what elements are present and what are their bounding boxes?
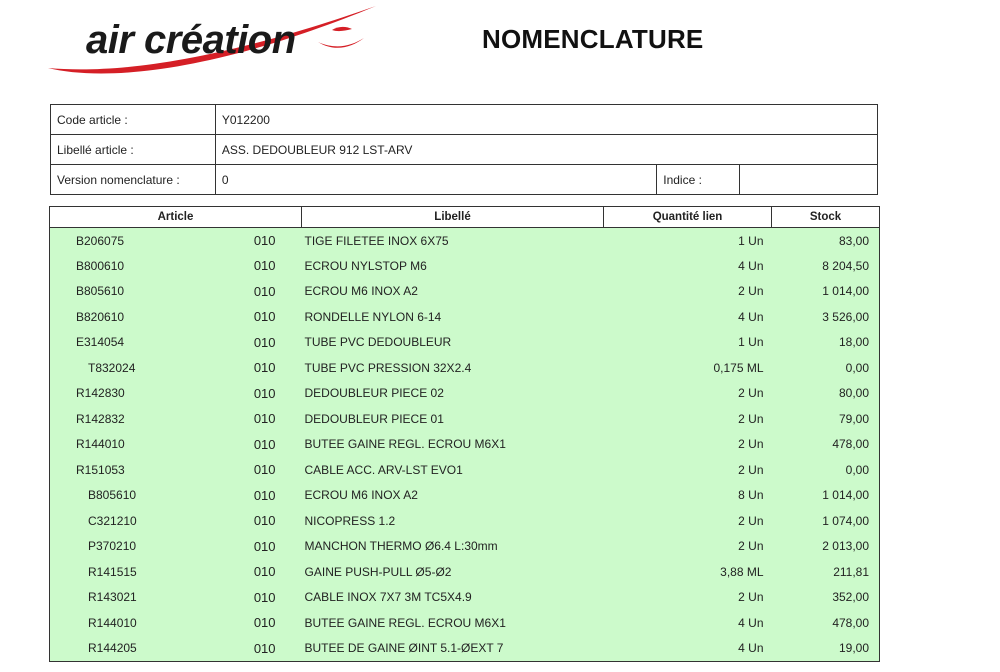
table-row: [50, 585, 880, 611]
article-code: T832024: [88, 360, 136, 375]
article-libelle: TUBE PVC PRESSION 32X2.4: [304, 360, 472, 375]
article-code: R142830: [76, 386, 125, 401]
article-quantity: 2 Un: [738, 462, 764, 477]
article-stock: 0,00: [845, 360, 870, 375]
brand-logo: [46, 2, 386, 82]
article-quantity: 3,88 ML: [720, 564, 764, 579]
table-row: [50, 304, 880, 330]
table-row: [50, 508, 880, 534]
code-value: Y012200: [215, 105, 877, 135]
article-stock: 2 013,00: [822, 539, 870, 554]
indice-label: Indice :: [657, 165, 740, 195]
article-stock: 80,00: [838, 386, 870, 401]
version-value: 0: [215, 165, 656, 195]
table-row: [50, 432, 880, 458]
table-row: [50, 610, 880, 636]
article-libelle: GAINE PUSH-PULL Ø5-Ø2: [304, 564, 452, 579]
article-stock: 211,81: [833, 564, 870, 579]
article-libelle: ECROU M6 INOX A2: [304, 488, 418, 503]
table-row: [50, 406, 880, 432]
article-libelle: MANCHON THERMO Ø6.4 L:30mm: [304, 539, 498, 554]
table-row: [50, 457, 880, 483]
table-row: [50, 559, 880, 585]
table-row: [50, 534, 880, 560]
info-row-version: [51, 165, 878, 195]
article-quantity: 4 Un: [738, 258, 764, 273]
table-row: [50, 279, 880, 305]
article-stock: 1 014,00: [822, 488, 870, 503]
article-stock: 18,00: [838, 335, 870, 350]
article-code: R144010: [76, 437, 125, 452]
article-stock: 478,00: [832, 437, 870, 452]
article-libelle: TUBE PVC DEDOUBLEUR: [304, 335, 452, 350]
table-body: [50, 228, 880, 662]
article-stock: 1 014,00: [822, 284, 870, 299]
article-revision: 010: [253, 564, 276, 580]
article-code: R144010: [88, 615, 137, 630]
table-row: [50, 636, 880, 662]
article-revision: 010: [253, 385, 276, 401]
version-label: Version nomenclature :: [51, 165, 216, 195]
article-stock: 83,00: [838, 233, 870, 248]
article-libelle: RONDELLE NYLON 6-14: [304, 309, 442, 324]
article-stock: 0,00: [845, 462, 870, 477]
article-stock: 352,00: [832, 590, 870, 605]
libelle-label: Libellé article :: [51, 135, 216, 165]
article-code: R141515: [88, 564, 137, 579]
libelle-value: ASS. DEDOUBLEUR 912 LST-ARV: [215, 135, 877, 165]
article-revision: 010: [253, 615, 276, 631]
nomenclature-table: [49, 206, 880, 662]
article-code: P370210: [88, 539, 137, 554]
header-libelle: Libellé: [302, 207, 604, 228]
article-revision: 010: [253, 283, 276, 299]
header-stock: Stock: [772, 207, 880, 228]
article-code: R142832: [76, 411, 125, 426]
article-revision: 010: [253, 538, 276, 554]
article-quantity: 4 Un: [738, 615, 764, 630]
article-quantity: 1 Un: [738, 335, 764, 350]
table-row: [50, 228, 880, 254]
article-quantity: 2 Un: [738, 539, 764, 554]
article-quantity: 2 Un: [738, 590, 764, 605]
article-code: B800610: [76, 258, 125, 273]
article-code: B206075: [76, 233, 125, 248]
article-code: E314054: [76, 335, 125, 350]
article-quantity: 2 Un: [738, 386, 764, 401]
article-revision: 010: [253, 640, 276, 656]
article-quantity: 4 Un: [738, 641, 764, 655]
article-revision: 010: [253, 309, 276, 325]
article-revision: 010: [253, 513, 276, 529]
article-revision: 010: [253, 360, 276, 376]
article-revision: 010: [253, 487, 276, 503]
table-row: [50, 381, 880, 407]
article-quantity: 0,175 ML: [713, 360, 764, 375]
article-revision: 010: [253, 436, 276, 452]
article-code: R144205: [88, 641, 137, 655]
table-row: [50, 483, 880, 509]
article-code: C321210: [88, 513, 137, 528]
article-revision: 010: [253, 411, 276, 427]
article-quantity: 1 Un: [738, 233, 764, 248]
article-quantity: 2 Un: [738, 513, 764, 528]
article-revision: 010: [253, 589, 276, 605]
article-revision: 010: [253, 334, 276, 350]
article-libelle: BUTEE DE GAINE ØINT 5.1-ØEXT 7: [304, 641, 504, 655]
info-row-libelle: [51, 135, 878, 165]
article-code: R143021: [88, 590, 137, 605]
article-libelle: NICOPRESS 1.2: [304, 513, 396, 528]
article-libelle: CABLE ACC. ARV-LST EVO1: [304, 462, 463, 477]
table-header-row: [50, 207, 880, 228]
header-quantite: Quantité lien: [604, 207, 772, 228]
article-revision: 010: [253, 258, 276, 274]
article-quantity: 2 Un: [738, 437, 764, 452]
article-libelle: CABLE INOX 7X7 3M TC5X4.9: [304, 590, 472, 605]
code-label: Code article :: [51, 105, 216, 135]
indice-value: [740, 165, 878, 195]
article-libelle: DEDOUBLEUR PIECE 02: [304, 386, 444, 401]
article-stock: 1 074,00: [822, 513, 870, 528]
article-revision: 010: [253, 233, 276, 248]
article-stock: 8 204,50: [822, 258, 870, 273]
brand-name: air création: [86, 18, 296, 62]
info-row-code: [51, 105, 878, 135]
article-stock: 79,00: [838, 411, 870, 426]
table-row: [50, 330, 880, 356]
header-article: Article: [50, 207, 302, 228]
article-code: R151053: [76, 462, 125, 477]
article-stock: 478,00: [832, 615, 870, 630]
article-info-table: [50, 104, 878, 195]
article-code: B820610: [76, 309, 125, 324]
article-code: B805610: [88, 488, 137, 503]
table-row: [50, 355, 880, 381]
article-libelle: ECROU NYLSTOP M6: [304, 258, 427, 273]
table-row: [50, 253, 880, 279]
article-libelle: TIGE FILETEE INOX 6X75: [304, 233, 449, 248]
article-stock: 19,00: [838, 641, 870, 655]
article-libelle: DEDOUBLEUR PIECE 01: [304, 411, 444, 426]
article-code: B805610: [76, 284, 125, 299]
article-libelle: BUTEE GAINE REGL. ECROU M6X1: [304, 615, 506, 630]
document-title: NOMENCLATURE: [482, 24, 704, 54]
article-quantity: 8 Un: [738, 488, 764, 503]
article-quantity: 2 Un: [738, 284, 764, 299]
article-stock: 3 526,00: [822, 309, 870, 324]
article-revision: 010: [253, 462, 276, 478]
article-quantity: 4 Un: [738, 309, 764, 324]
article-libelle: BUTEE GAINE REGL. ECROU M6X1: [304, 437, 506, 452]
article-quantity: 2 Un: [738, 411, 764, 426]
article-libelle: ECROU M6 INOX A2: [304, 284, 418, 299]
